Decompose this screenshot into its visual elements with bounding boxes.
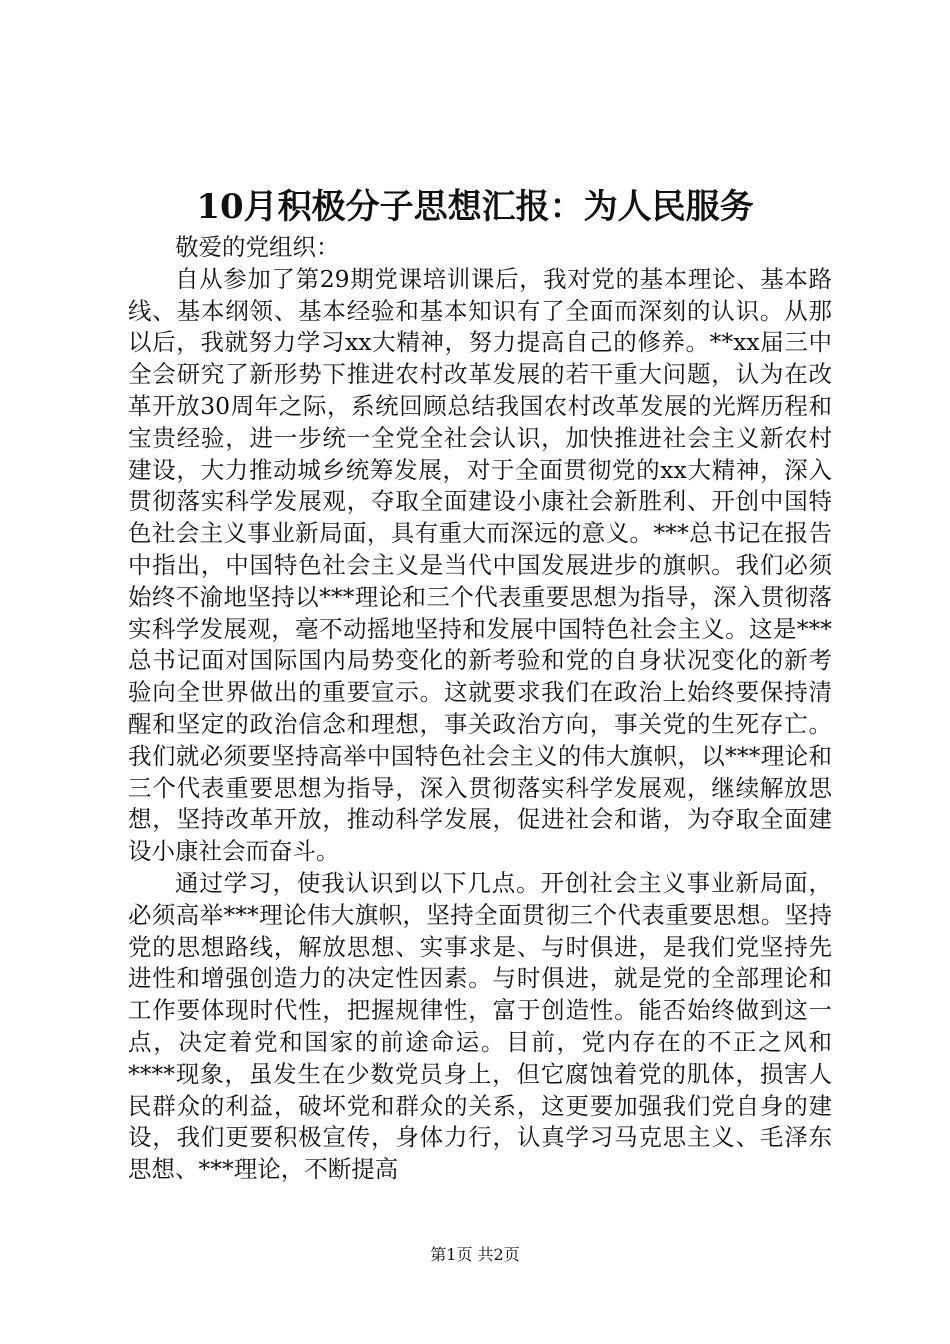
paragraph-1: 自从参加了第29期党课培训课后，我对党的基本理论、基本路线、基本纲领、基本经验和基本知识有了全面而深刻的认识。从那以后，我就努力学习xx大精神，努力提高自己的修养。**xx届三中全会研究了新形势下推进农村改革发展的若干重大问题，认为在改革开放30周年之际，系统回顾总结我国农村改革发展的光辉历程和宝贵经验，进一步统一全党全社会认识，加快推进社会主义新农村建设，大力推动城乡统筹发展，对于全面贯彻党的xx大精神，深入贯彻落实科学发展观，夺取全面建设小康社会新胜利、开创中国特色社会主义事业新局面，具有重大而深远的意义。***总书记在报告中指出，中国特色社会主义是当代中国发展进步的旗帜。我们必须始终不渝地坚持以***理论和三个代表重要思想为指导，深入贯彻落实科学发展观，毫不动摇地坚持和发展中国特色社会主义。这是***总书记面对国际国内局势变化的新考验和党的自身状况变化的新考验向全世界做出的重要宣示。这就要求我们在政治上始终要保持清醒和坚定的政治信念和理想，事关政治方向，事关党的生死存亡。我们就必须要坚持高举中国特色社会主义的伟大旗帜，以***理论和三个代表重要思想为指导，深入贯彻落实科学发展观，继续解放思想，坚持改革开放，推动科学发展，促进社会和谐，为夺取全面建设小康社会而奋斗。 [128,264,832,866]
page-footer [0,1244,950,1266]
paragraph-2: 通过学习，使我认识到以下几点。开创社会主义事业新局面，必须高举***理论伟大旗帜，坚持全面贯彻三个代表重要思想。坚持党的思想路线，解放思想、实事求是、与时俱进，是我们党坚持先进性和增强创造力的决定性因素。与时俱进，就是党的全部理论和工作要体现时代性，把握规律性，富于创造性。能否始终做到这一点，决定着党和国家的前途命运。目前，党内存在的不正之风和****现象，虽发生在少数党员身上，但它腐蚀着党的肌体，损害人民群众的利益，破坏党和群众的关系，这更要加强我们党自身的建设，我们更要积极宣传，身体力行，认真学习马克思主义、毛泽东思想、***理论，不断提高 [128,868,832,1184]
document-body [128,232,832,1186]
page-indicator: 第1页 共2页 [430,1245,520,1264]
document-title: 10月积极分子思想汇报：为人民服务 [196,187,754,227]
salutation: 敬爱的党组织： [175,233,340,261]
